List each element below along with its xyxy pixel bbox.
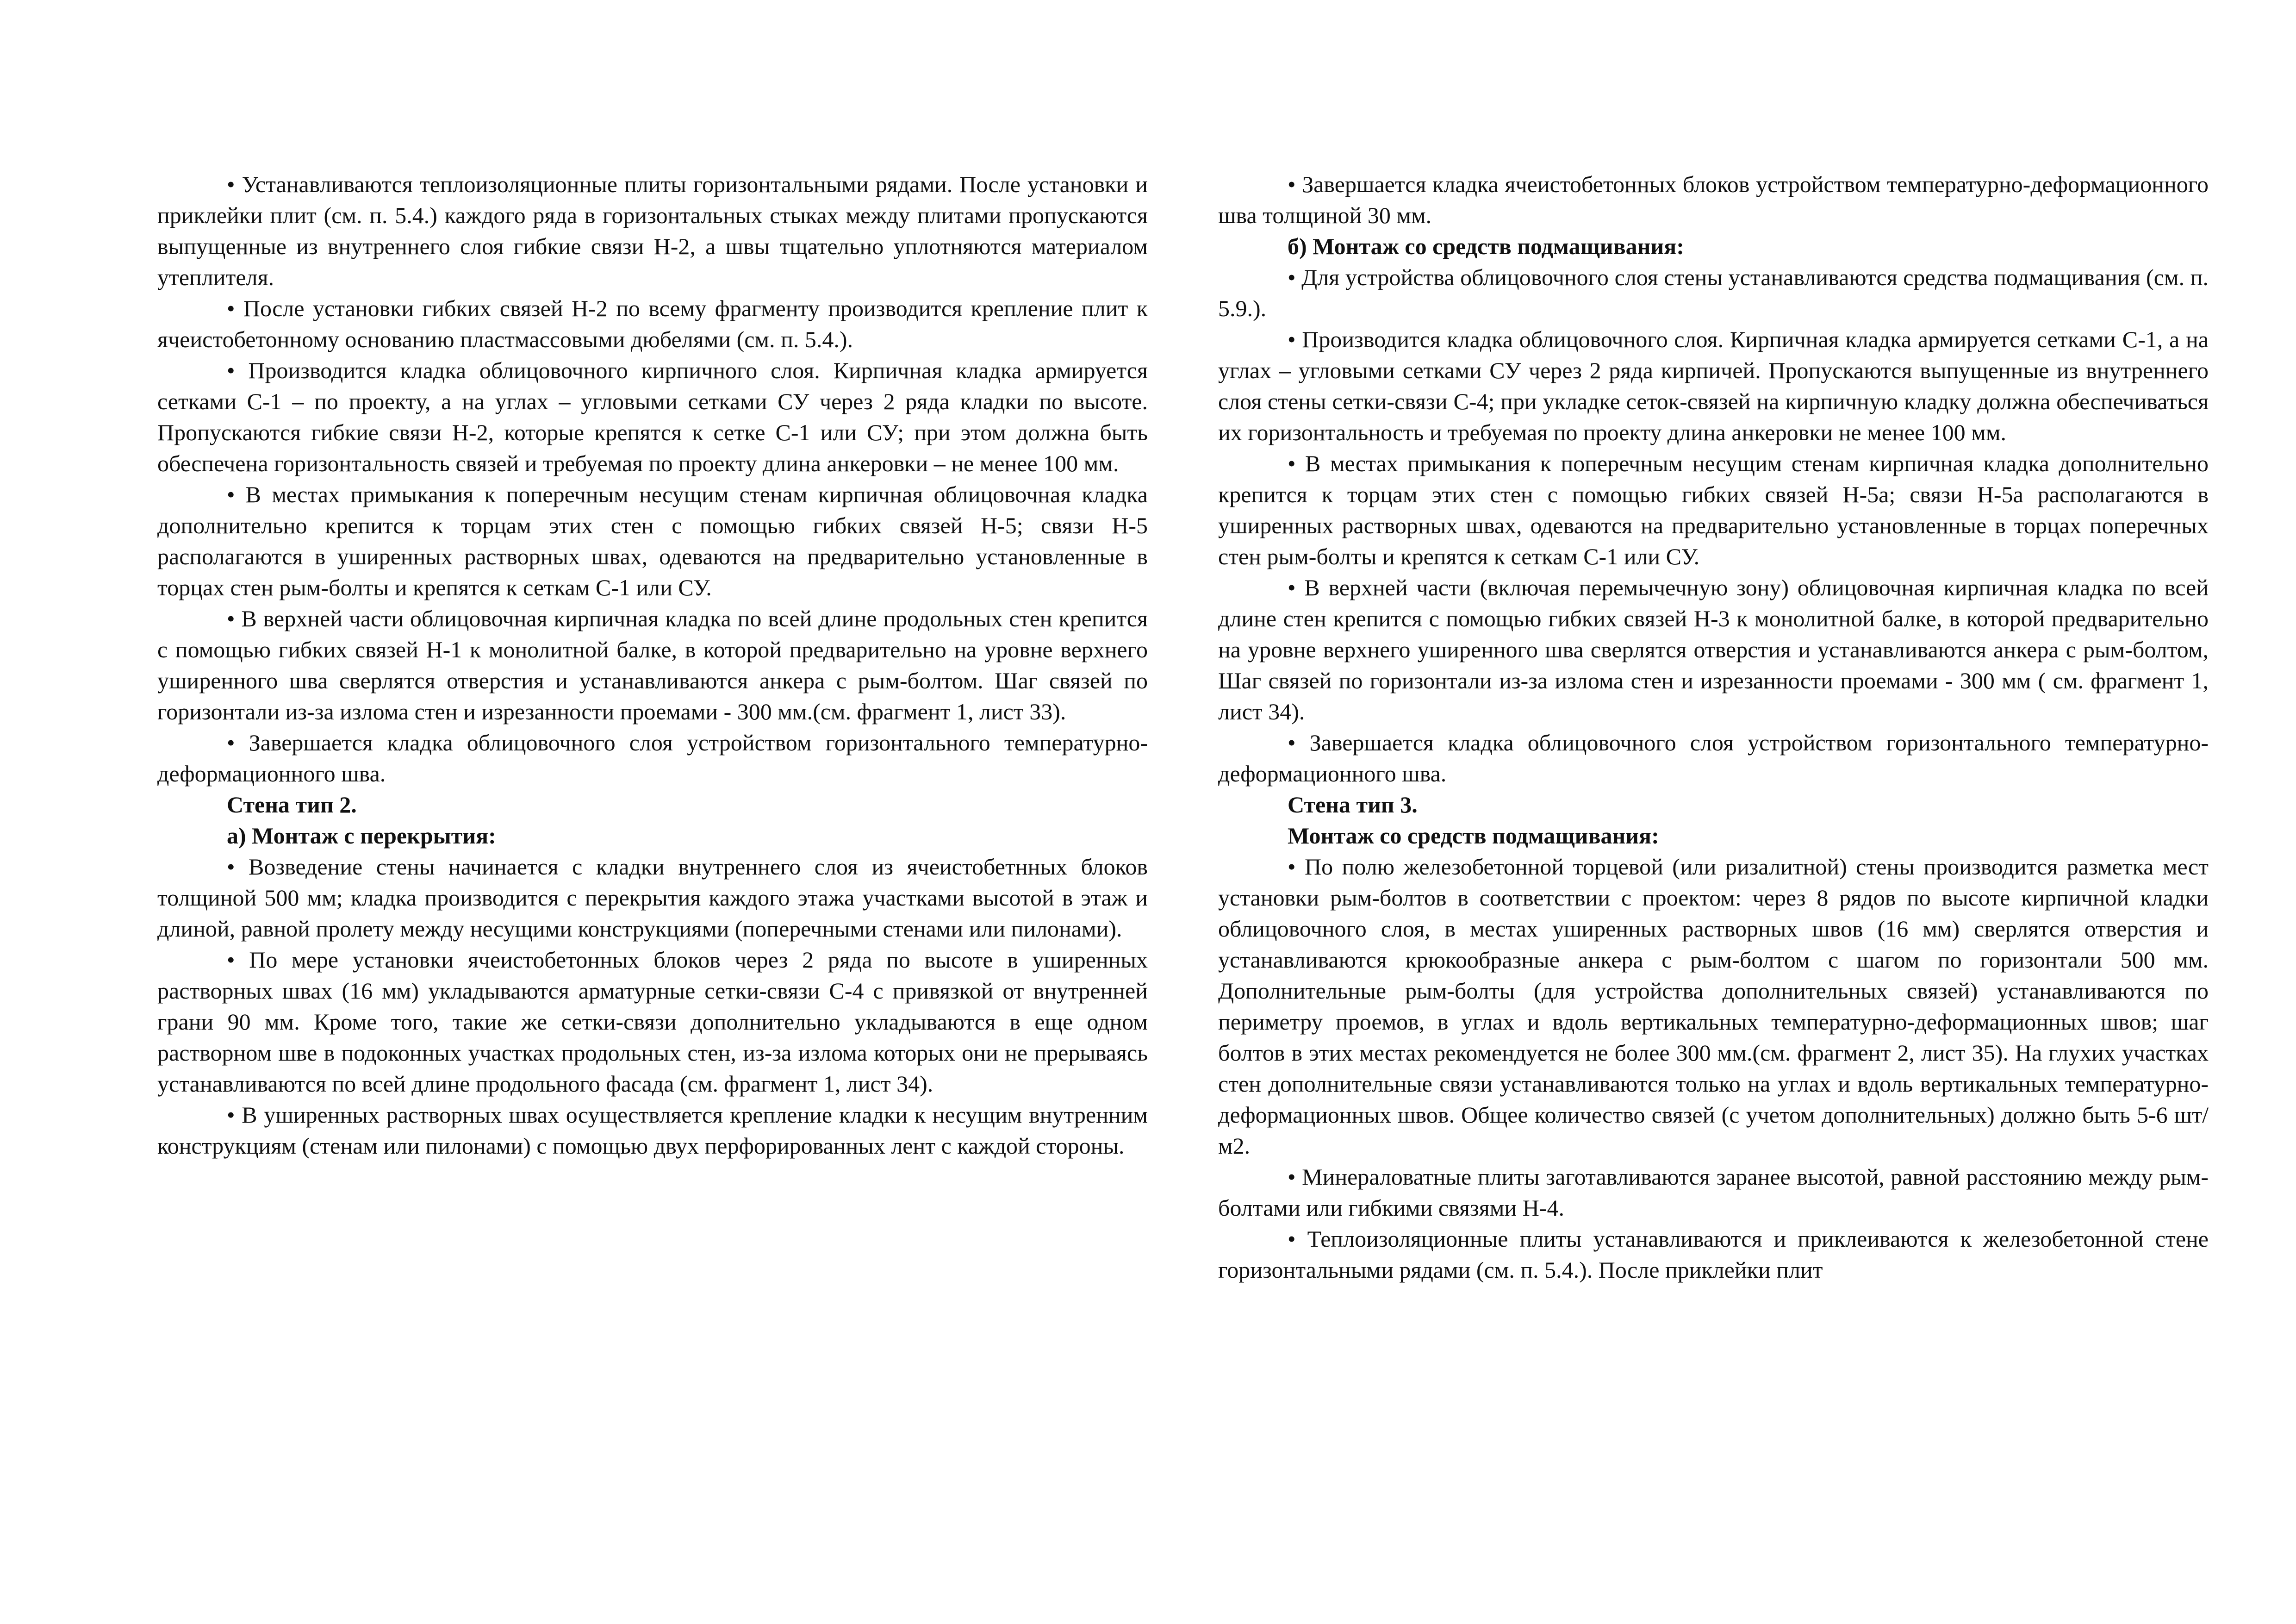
paragraph: • Теплоизоляционные плиты устанавливаются и приклеиваются к железобетонной стене горизонтальными рядами (см. п. 5.4.). После приклейки плит xyxy=(1218,1226,2209,1283)
paragraph: • Возведение стены начинается с кладки внутреннего слоя из ячеистобетнных блоков толщиной 500 мм; кладка производится с перекрытия каждого этажа участками высотой в этаж и длиной, равной пролету между несущими конструкциями (поперечными стенами или пилонами). xyxy=(157,854,1148,942)
paragraph: • По полю железобетонной торцевой (или ризалитной) стены производится разметка мест установки рым-болтов в соответствии с проектом: через 8 рядов по высоте кирпичной кладки облицовочного слоя, в местах уширенных растворных швов (16 мм) сверлятся отверстия и устанавливаются крюкообразные анкера с рым-болтом с шагом по горизонтали 500 мм. Дополнительные рым-болты (для устройства дополнительных связей) устанавливаются по периметру проемов, в углах и вдоль вертикальных температурно-деформационных швов; шаг болтов в этих местах рекомендуется не более 300 мм.(см. фрагмент 2, лист 35). На глухих участках стен дополнительные связи устанавливаются только на углах и вдоль вертикальных температурно-деформационных швов. Общее количество связей (с учетом дополнительных) должно быть 5-6 шт/м2. xyxy=(1218,854,2209,1159)
section-heading: Стена тип 3. xyxy=(1288,792,1418,818)
paragraph: • В верхней части облицовочная кирпичная кладка по всей длине продольных стен крепится с помощью гибких связей Н-1 к монолитной балке, в которой предварительно на уровне верхнего уширенного шва сверлятся отверстия и устанавливаются анкера с рым-болтом. Шаг связей по горизонтали из-за излома стен и изрезанности проемами - 300 мм.(см. фрагмент 1, лист 33). xyxy=(157,606,1148,725)
section-subheading: а) Монтаж с перекрытия: xyxy=(227,823,496,849)
paragraph: • Производится кладка облицовочного слоя. Кирпичная кладка армируется сетками С-1, а на углах – угловыми сетками СУ через 2 ряда кирпичей. Пропускаются выпущенные из внутреннего слоя стены сетки-связи С-4; при укладке сеток-связей на кирпичную кладку должна обеспечиваться их горизонтальность и требуемая по проекту длина анкеровки не менее 100 мм. xyxy=(1218,326,2209,445)
paragraph: • В местах примыкания к поперечным несущим стенам кирпичная облицовочная кладка дополнительно крепится к торцам этих стен с помощью гибких связей Н-5; связи Н-5 располагаются в уширенных растворных швах, одеваются на предварительно установленные в торцах стен рым-болты и крепятся к сеткам С-1 или СУ. xyxy=(157,481,1148,600)
paragraph: • В верхней части (включая перемычечную зону) облицовочная кирпичная кладка по всей длине стен крепится с помощью гибких связей Н-3 к монолитной балке, в которой предварительно на уровне верхнего уширенного шва сверлятся отверстия и устанавливаются анкера с рым-болтом, Шаг связей по горизонтали из-за излома стен и изрезанности проемами - 300 мм ( см. фрагмент 1, лист 34). xyxy=(1218,575,2209,725)
paragraph: • Завершается кладка облицовочного слоя устройством горизонтального температурно-деформационного шва. xyxy=(157,730,1148,787)
right-column xyxy=(1218,169,2209,1286)
paragraph: • Для устройства облицовочного слоя стены устанавливаются средства подмащивания (см. п. 5.9.). xyxy=(1218,264,2209,321)
paragraph: • После установки гибких связей Н-2 по всему фрагменту производится крепление плит к ячеистобетонному основанию пластмассовыми дюбелями (см. п. 5.4.). xyxy=(157,295,1148,352)
paragraph: • Завершается кладка ячеистобетонных блоков устройством температурно-деформационного шва толщиной 30 мм. xyxy=(1218,171,2209,228)
paragraph: • Минераловатные плиты заготавливаются заранее высотой, равной расстоянию между рым-болтами или гибкими связями Н-4. xyxy=(1218,1164,2209,1221)
paragraph: • В уширенных растворных швах осуществляется крепление кладки к несущим внутренним конструкциям (стенам или пилонами) с помощью двух перфорированных лент с каждой стороны. xyxy=(157,1102,1148,1159)
section-subheading: б) Монтаж со средств подмащивания: xyxy=(1288,233,1684,259)
paragraph: • В местах примыкания к поперечным несущим стенам кирпичная кладка дополнительно крепится к торцам этих стен с помощью гибких связей Н-5а; связи Н-5а располагаются в уширенных растворных швах, одеваются на предварительно установленные в торцах поперечных стен рым-болты и крепятся к сеткам С-1 или СУ. xyxy=(1218,450,2209,569)
section-subheading: Монтаж со средств подмащивания: xyxy=(1288,823,1659,849)
left-column xyxy=(157,169,1148,1162)
section-heading: Стена тип 2. xyxy=(227,792,357,818)
paragraph: • Завершается кладка облицовочного слоя устройством горизонтального температурно-деформационного шва. xyxy=(1218,730,2209,787)
paragraph: • По мере установки ячеистобетонных блоков через 2 ряда по высоте в уширенных растворных швах (16 мм) укладываются арматурные сетки-связи С-4 с привязкой от внутренней грани 90 мм. Кроме того, такие же сетки-связи дополнительно укладываются в еще одном растворном шве в подоконных участках продольных стен, из-за излома которых они не прерываясь устанавливаются по всей длине продольного фасада (см. фрагмент 1, лист 34). xyxy=(157,947,1148,1097)
paragraph: • Производится кладка облицовочного кирпичного слоя. Кирпичная кладка армируется сетками С-1 – по проекту, а на углах – угловыми сетками СУ через 2 ряда кладки по высоте. Пропускаются гибкие связи Н-2, которые крепятся к сетке С-1 или СУ; при этом должна быть обеспечена горизонтальность связей и требуемая по проекту длина анкеровки – не менее 100 мм. xyxy=(157,357,1148,476)
paragraph: • Устанавливаются теплоизоляционные плиты горизонтальными рядами. После установки и приклейки плит (см. п. 5.4.) каждого ряда в горизонтальных стыках между плитами пропускаются выпущенные из внутреннего слоя гибкие связи Н-2, а швы тщательно уплотняются материалом утеплителя. xyxy=(157,171,1148,290)
